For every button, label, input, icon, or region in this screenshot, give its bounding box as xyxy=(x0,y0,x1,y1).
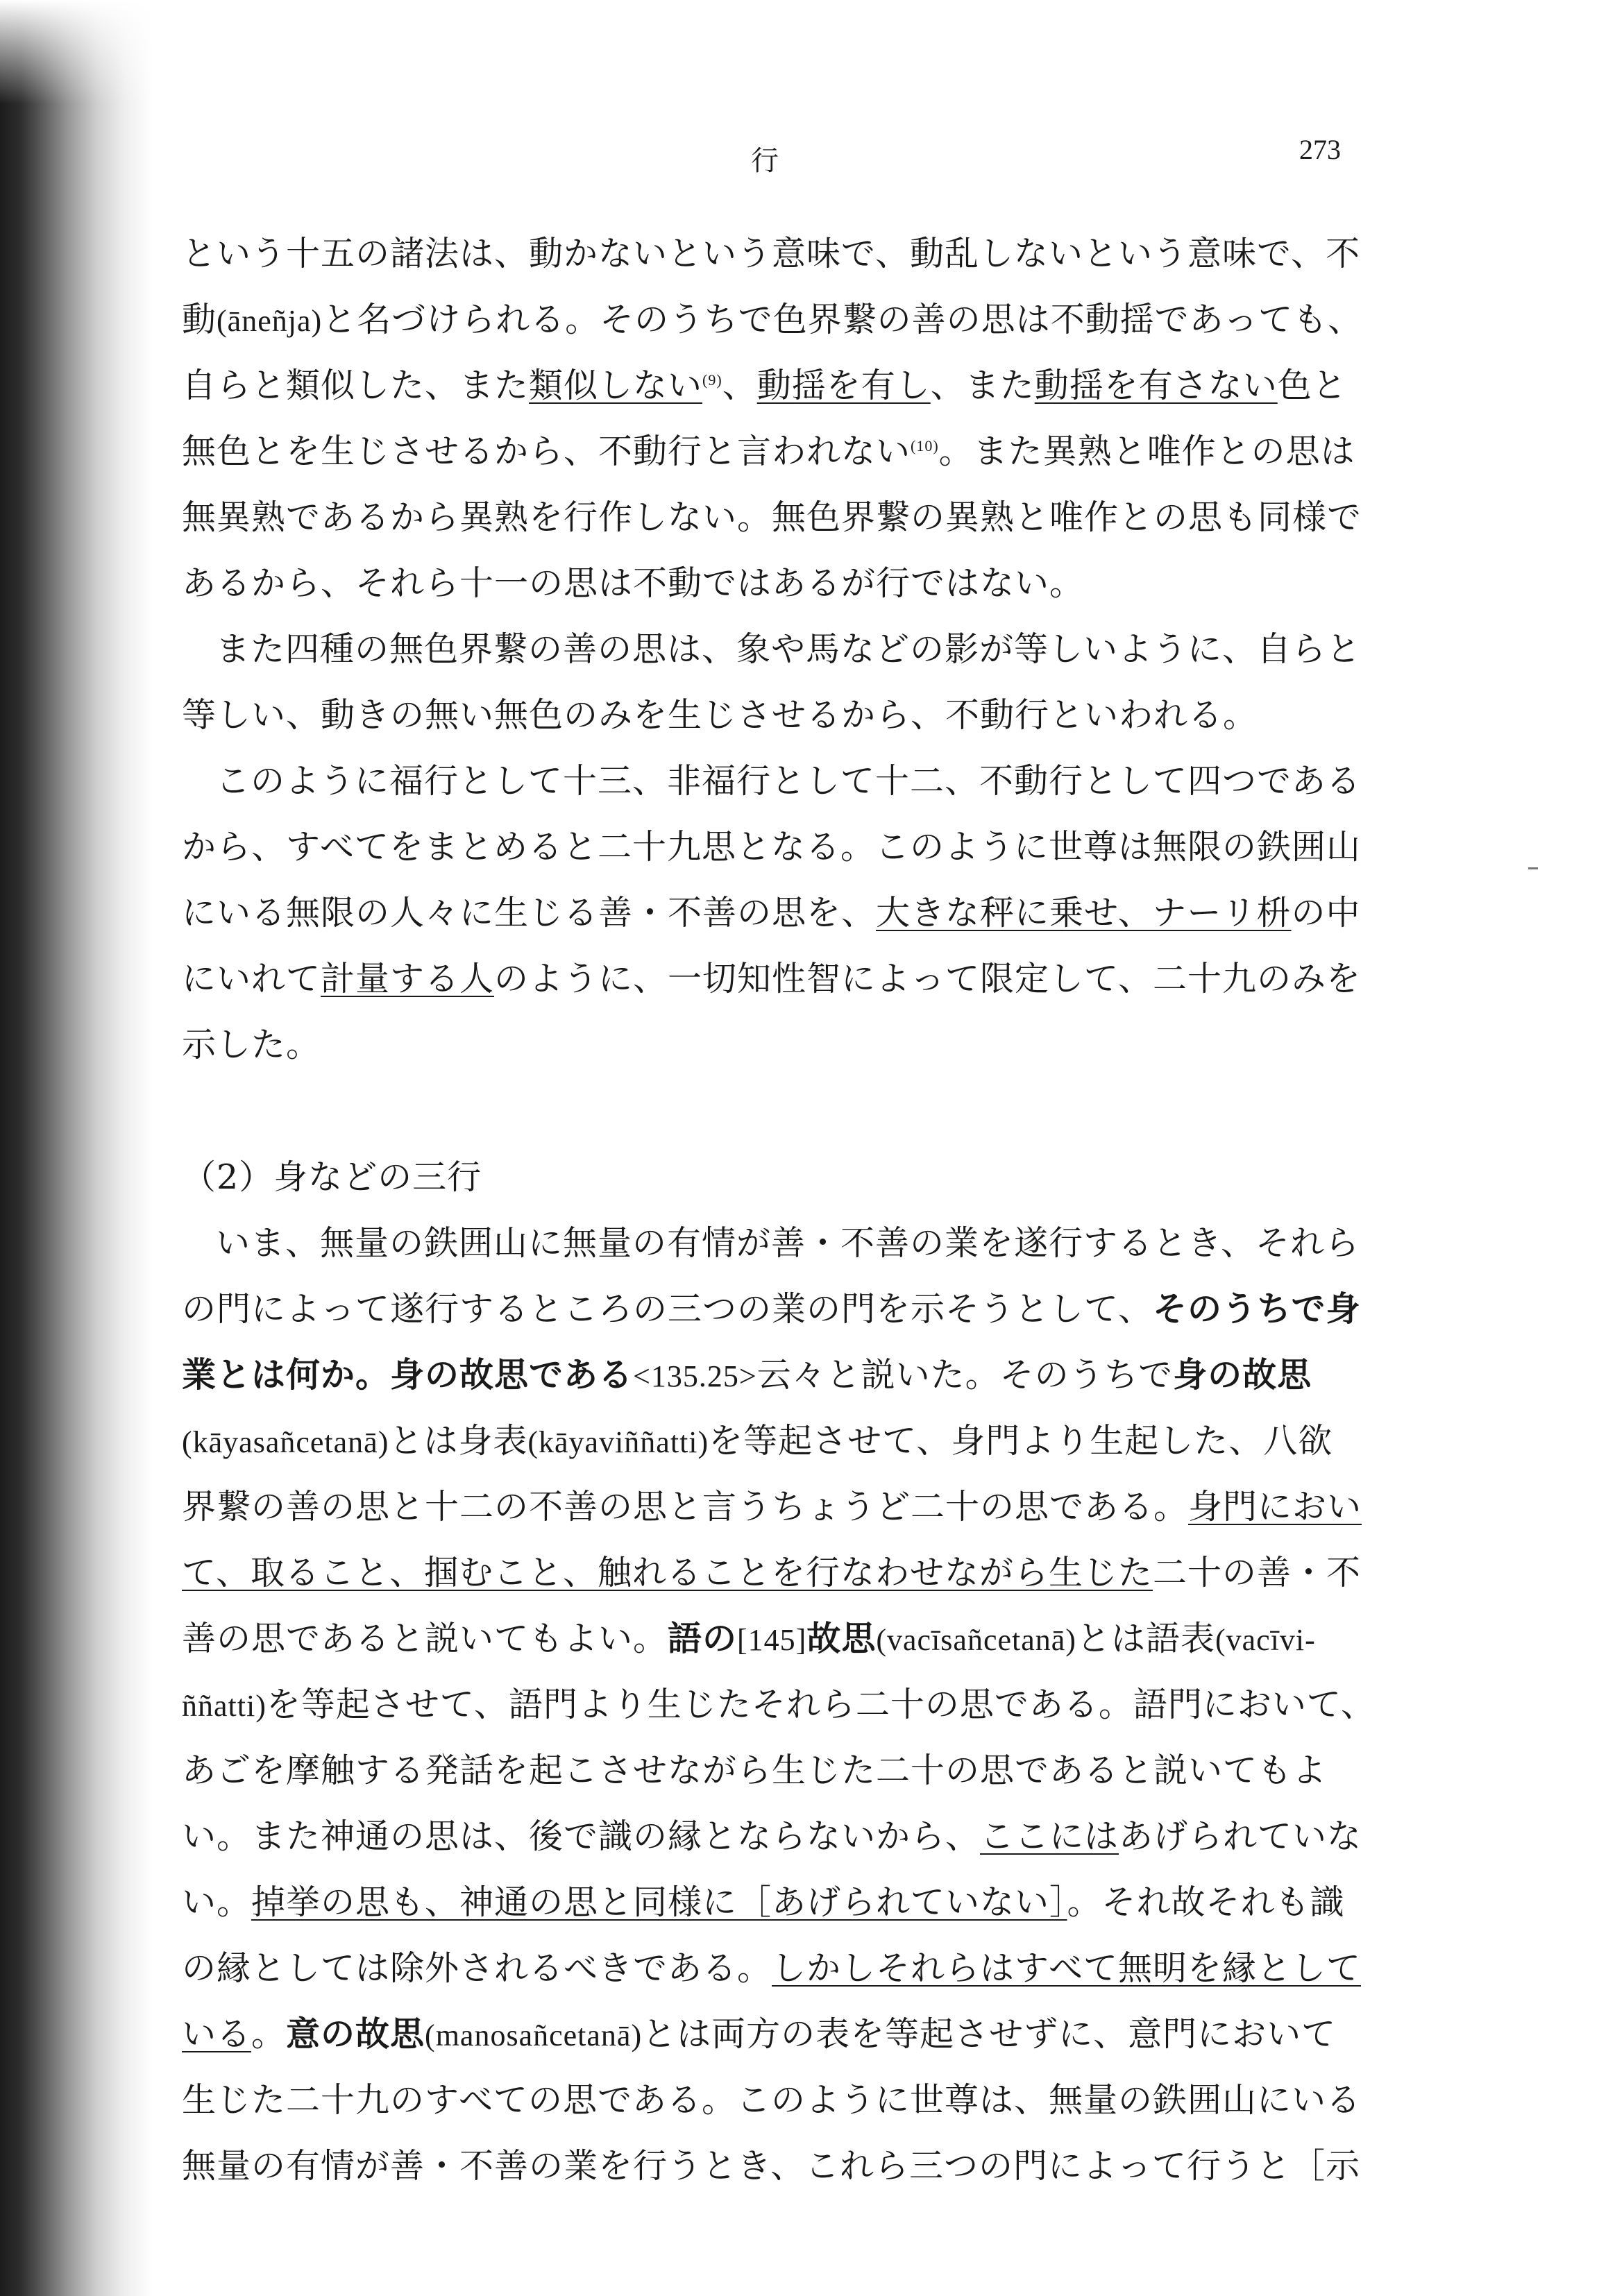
text-run: から、すべてをまとめると二十九思となる。このように世尊は無限の鉄囲山 xyxy=(182,827,1362,867)
section-heading-text: （2）身などの三行 xyxy=(182,1157,482,1197)
text-line xyxy=(182,814,1403,880)
text-run: 等しい、動きの無い無色のみを生じさせるから、不動行といわれる。 xyxy=(182,695,1258,735)
text-run: を等起させて、身門より生起した、八欲 xyxy=(709,1421,1333,1461)
text-run: 界繋の善の思と十二の不善の思と言うちょうど二十の思である。 xyxy=(182,1487,1189,1527)
pali-term: (kāyasañcetanā) xyxy=(182,1425,389,1459)
page-reference: [145] xyxy=(737,1623,807,1657)
text-line xyxy=(182,1474,1403,1540)
text-run: とは語表 xyxy=(1076,1619,1215,1658)
text-line xyxy=(182,1276,1403,1342)
pali-term: (vacīvi- xyxy=(1215,1623,1316,1657)
bold-term: 身の故思 xyxy=(1173,1354,1312,1395)
text-run: の中 xyxy=(1291,893,1361,933)
section-2 xyxy=(182,1144,1403,2199)
text-run: の縁としては除外されるべきである。 xyxy=(182,1948,772,1988)
text-line xyxy=(182,221,1403,287)
text-line xyxy=(182,1869,1403,1935)
text-run: 色と xyxy=(1277,366,1347,405)
text-run: 無量の有情が善・不善の業を行うとき、これら三つの門によって行うと［示 xyxy=(182,2146,1361,2186)
text-line xyxy=(182,1342,1403,1408)
text-line xyxy=(182,1803,1403,1869)
underlined-phrase: いる xyxy=(182,2014,252,2054)
text-line xyxy=(182,880,1403,946)
text-run: い。また神通の思は、後で識の縁とならないから、 xyxy=(182,1817,981,1856)
underlined-phrase: 動揺を有し xyxy=(756,366,931,405)
text-run: のように、一切知性智によって限定して、二十九のみを xyxy=(494,959,1362,998)
text-line xyxy=(182,2001,1403,2067)
text-run: いま、無量の鉄囲山に無量の有情が善・不善の業を遂行するとき、それら xyxy=(216,1223,1360,1263)
paragraph-3 xyxy=(182,748,1403,1078)
pali-term: (kāyaviññatti) xyxy=(527,1425,709,1459)
pali-term: (vacīsañcetanā) xyxy=(876,1623,1076,1657)
text-line xyxy=(182,2133,1403,2199)
text-run: あげられていな xyxy=(1119,1817,1362,1856)
text-line xyxy=(182,1408,1403,1474)
text-line xyxy=(182,1210,1403,1276)
text-run: とは身表 xyxy=(389,1421,528,1461)
paragraph-2 xyxy=(182,616,1403,748)
text-run: 、 xyxy=(722,366,757,405)
bold-term: 語の xyxy=(668,1618,738,1658)
underlined-phrase: 掉挙の思も、神通の思と同様に［あげられていない］ xyxy=(251,1882,1067,1922)
text-run: と名づけられる。そのうちで色界繋の善の思は不動揺であっても、 xyxy=(322,300,1363,339)
binding-shadow-fade xyxy=(0,0,153,104)
text-line xyxy=(182,1672,1403,1737)
bold-term: そのうちで身 xyxy=(1153,1289,1361,1329)
underlined-phrase: 動揺を有さない xyxy=(1034,366,1278,405)
text-run: 無色とを生じさせるから、不動行と言われない xyxy=(182,432,911,471)
stray-scan-mark xyxy=(1528,867,1538,869)
text-run: 、また xyxy=(930,366,1035,405)
text-line xyxy=(182,1606,1403,1672)
text-line xyxy=(182,550,1403,616)
text-run: 動 xyxy=(182,300,217,339)
binding-shadow xyxy=(0,0,153,2296)
text-line xyxy=(182,352,1403,418)
pali-term: ññatti) xyxy=(182,1689,267,1723)
text-line xyxy=(182,484,1403,550)
pali-term: (manosañcetanā) xyxy=(425,2018,643,2052)
underlined-phrase: 計量する人 xyxy=(321,959,495,998)
bold-term: 意の故思 xyxy=(286,2014,425,2054)
text-run: を等起させて、語門より生じたそれら二十の思である。語門において、 xyxy=(266,1685,1376,1724)
underlined-phrase: 身門におい xyxy=(1188,1487,1362,1527)
text-line xyxy=(182,946,1403,1012)
page-number: 273 xyxy=(1299,134,1341,165)
text-line xyxy=(182,1540,1403,1606)
underlined-phrase: 類似しない xyxy=(529,366,703,405)
text-line xyxy=(182,616,1403,682)
text-run: 善の思であると説いてもよい。 xyxy=(182,1619,668,1658)
running-head: 行 xyxy=(751,145,779,177)
text-run: 二十の善・不 xyxy=(1153,1553,1362,1592)
underlined-phrase: ここには xyxy=(980,1817,1119,1856)
pali-term: (āneñja) xyxy=(217,304,323,338)
text-run: にいれて xyxy=(182,959,321,998)
text-run: 自らと類似した、また xyxy=(182,366,530,405)
footnote-marker[interactable]: (9) xyxy=(702,371,722,389)
bold-term: 故思 xyxy=(806,1618,877,1658)
text-reference: <135.25> xyxy=(633,1359,757,1393)
text-run: の門によって遂行するところの三つの業の門を示そうとして、 xyxy=(182,1289,1153,1329)
underlined-phrase: て、取ること、掴むこと、触れることを行なわせながら生じた xyxy=(182,1553,1153,1592)
text-run: とは両方の表を等起させずに、意門において xyxy=(642,2014,1337,2054)
text-run: あるから、それら十一の思は不動ではあるが行ではない。 xyxy=(182,563,1085,603)
text-run: 。それ故それも識 xyxy=(1067,1882,1345,1922)
section-heading xyxy=(182,1144,1403,1210)
bold-term: 業とは何か。身の故思である xyxy=(182,1354,634,1395)
text-run: 。また異熟と唯作との思は xyxy=(938,432,1355,471)
footnote-marker[interactable]: (10) xyxy=(911,437,939,454)
text-run: 云々と説いた。そのうちで xyxy=(756,1355,1174,1395)
text-line xyxy=(182,682,1403,748)
text-run: という十五の諸法は、動かないという意味で、動乱しないという意味で、不 xyxy=(182,234,1361,273)
text-line xyxy=(182,1737,1403,1803)
text-run: また四種の無色界繋の善の思は、象や馬などの影が等しいように、自らと xyxy=(216,629,1362,669)
underlined-phrase: しかしそれらはすべて無明を縁として xyxy=(772,1948,1362,1988)
text-line xyxy=(182,418,1403,484)
text-line xyxy=(182,748,1403,814)
text-run: このように福行として十三、非福行として十二、不動行として四つである xyxy=(216,761,1362,801)
text-run: 。 xyxy=(251,2014,287,2054)
text-run: 生じた二十九のすべての思である。このように世尊は、無量の鉄囲山にいる xyxy=(182,2080,1362,2120)
text-run: 示した。 xyxy=(182,1025,321,1064)
text-run: あごを摩触する発話を起こさせながら生じた二十の思であると説いてもよ xyxy=(182,1751,1328,1790)
text-run: にいる無限の人々に生じる善・不善の思を、 xyxy=(182,893,877,933)
underlined-phrase: 大きな秤に乗せ、ナーリ枡 xyxy=(876,893,1292,933)
text-run: 無異熟であるから異熟を行作しない。無色界繋の異熟と唯作との思も同様で xyxy=(182,498,1362,537)
page-body xyxy=(182,221,1403,2199)
text-line xyxy=(182,287,1403,352)
paragraph-1 xyxy=(182,221,1403,616)
text-line xyxy=(182,2067,1403,2133)
text-line xyxy=(182,1935,1403,2001)
text-line xyxy=(182,1012,1403,1078)
text-run: い。 xyxy=(182,1882,252,1922)
